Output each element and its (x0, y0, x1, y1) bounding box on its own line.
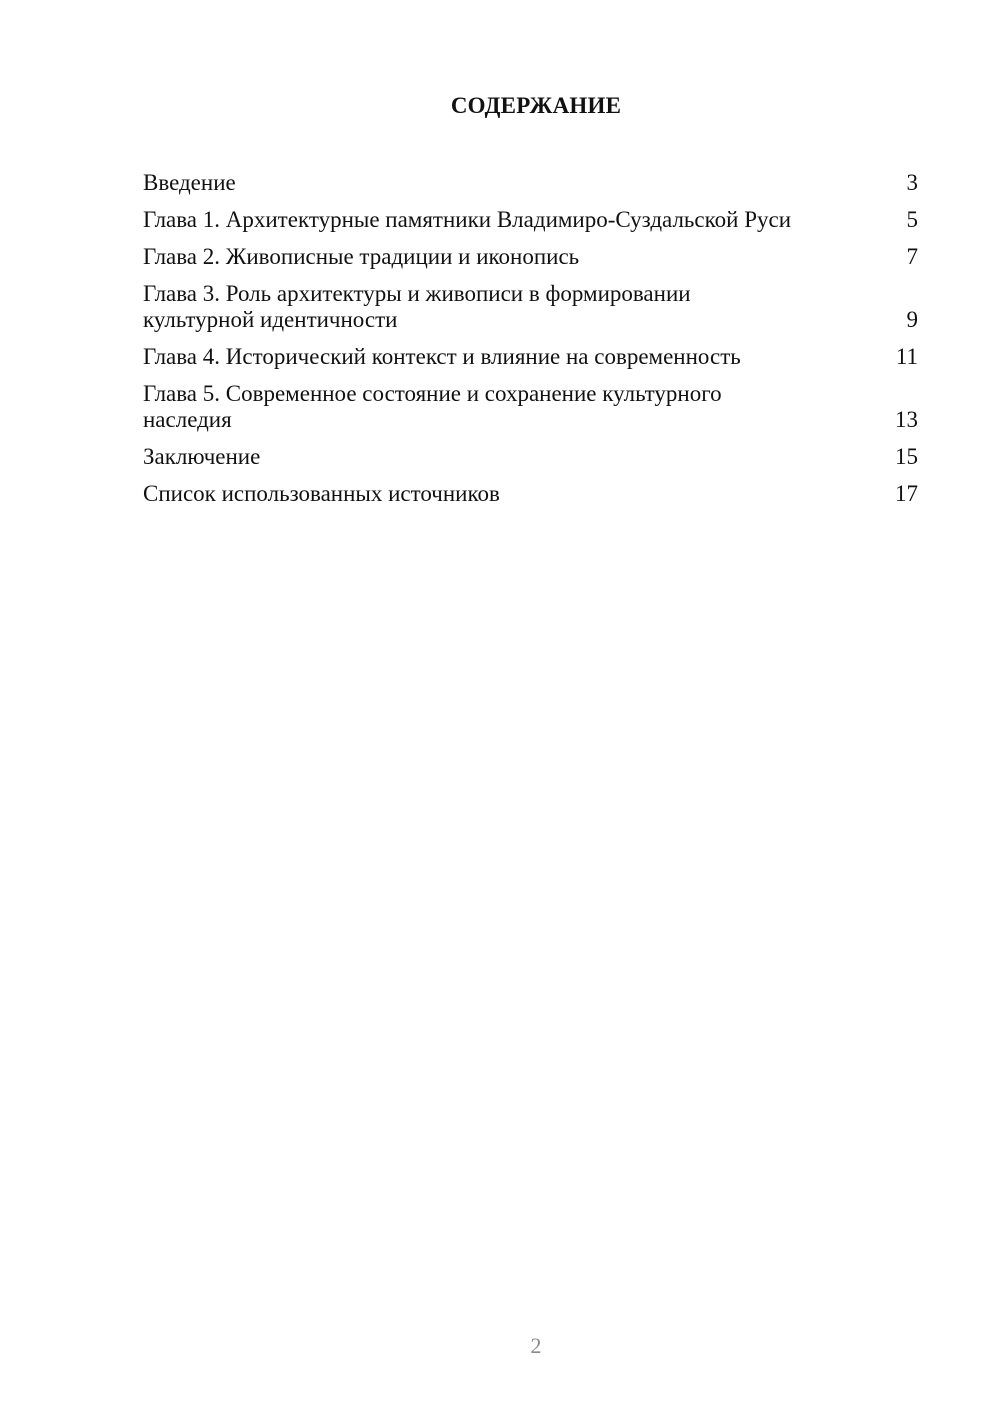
toc-entry-page-number: 3 (906, 170, 918, 195)
toc-entry-conclusion[interactable] (143, 444, 918, 470)
page-number: 2 (530, 1333, 542, 1358)
toc-entry-label: Список использованных источников (143, 481, 500, 506)
toc-entry-page-number: 15 (895, 444, 918, 469)
table-of-contents (143, 170, 918, 518)
page-title: СОДЕРЖАНИЕ (450, 93, 622, 118)
toc-entry-label: Заключение (143, 444, 261, 469)
toc-entry-introduction[interactable] (143, 170, 918, 196)
toc-entry-label: Глава 3. Роль архитектуры и живописи в формировании культурной идентичности (143, 281, 691, 332)
toc-entry-references[interactable] (143, 481, 918, 507)
toc-entry-page-number: 5 (906, 207, 918, 232)
toc-entry-chapter-2[interactable] (143, 244, 918, 270)
toc-entry-page-number: 11 (895, 344, 918, 369)
toc-entry-label: Глава 1. Архитектурные памятники Владимиро-Суздальской Руси (143, 207, 791, 232)
toc-entry-chapter-4[interactable] (143, 344, 918, 370)
toc-entry-page-number: 7 (906, 244, 918, 269)
toc-entry-chapter-5[interactable] (143, 381, 918, 433)
toc-entry-page-number: 9 (906, 307, 918, 332)
toc-entry-page-number: 13 (895, 407, 918, 432)
toc-entry-label: Глава 2. Живописные традиции и иконопись (143, 244, 580, 269)
toc-entry-page-number: 17 (895, 481, 918, 506)
toc-entry-label: Глава 4. Исторический контекст и влияние на современность (143, 344, 741, 369)
toc-entry-label: Глава 5. Современное состояние и сохранение культурного наследия (143, 381, 722, 432)
toc-entry-chapter-3[interactable] (143, 281, 918, 333)
toc-entry-label: Введение (143, 170, 236, 195)
toc-entry-chapter-1[interactable] (143, 207, 918, 233)
